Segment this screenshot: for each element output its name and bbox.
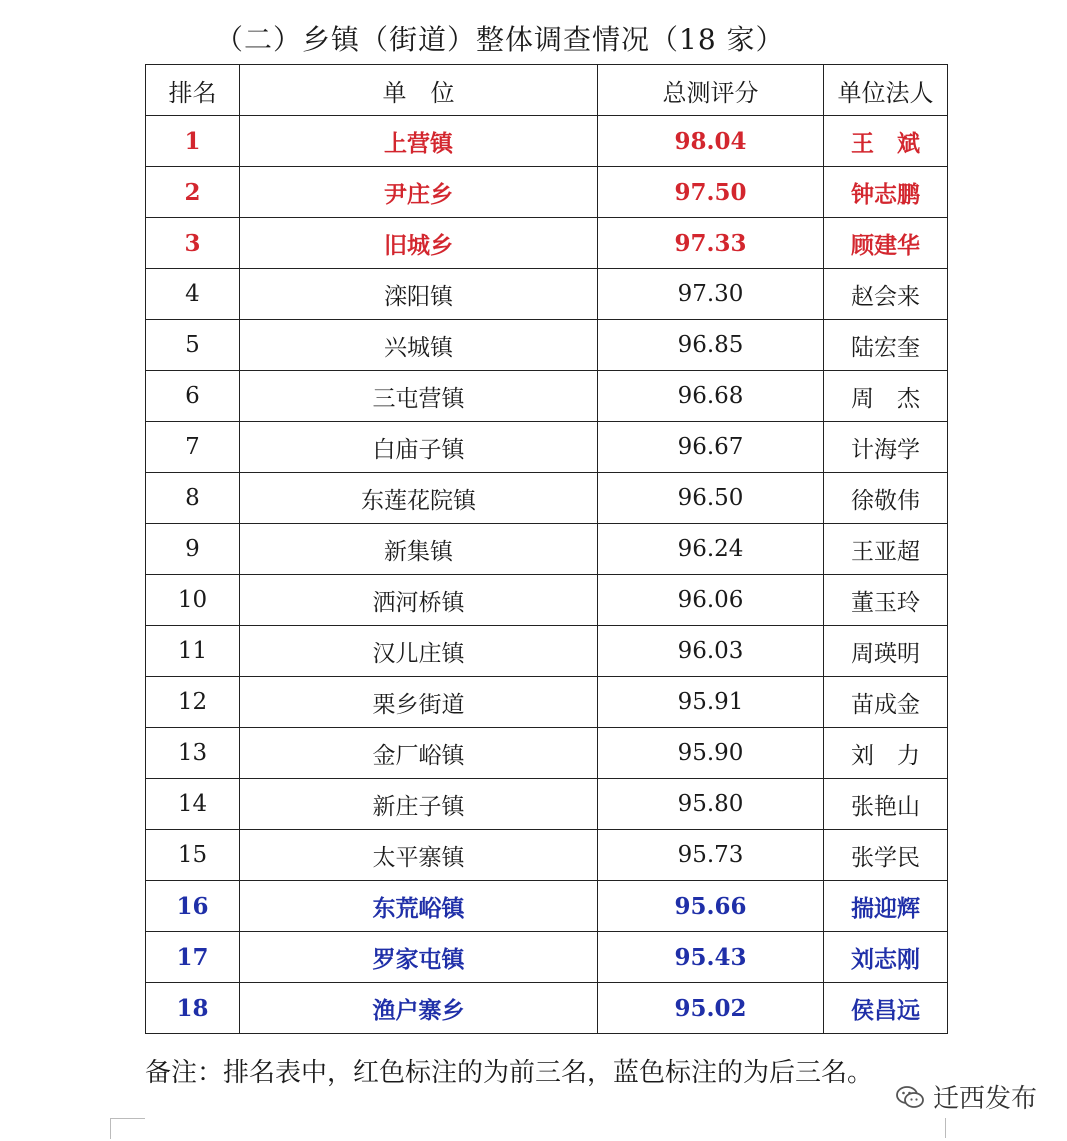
unit-cell: 渔户寨乡	[240, 983, 598, 1034]
score-cell: 96.85	[598, 320, 824, 371]
legal-person-cell: 侯昌远	[824, 983, 948, 1034]
table-row	[146, 473, 948, 524]
table-row	[146, 575, 948, 626]
score-cell: 96.03	[598, 626, 824, 677]
legal-person-cell: 周 杰	[824, 371, 948, 422]
legal-person-cell: 周瑛明	[824, 626, 948, 677]
score-cell: 95.91	[598, 677, 824, 728]
unit-cell: 新集镇	[240, 524, 598, 575]
rank-cell: 16	[146, 881, 240, 932]
rank-cell: 14	[146, 779, 240, 830]
watermark-text: 迁西发布	[933, 1084, 1038, 1114]
score-cell: 98.04	[598, 116, 824, 167]
unit-cell: 新庄子镇	[240, 779, 598, 830]
table-row	[146, 626, 948, 677]
table-row	[146, 728, 948, 779]
legal-person-cell: 计海学	[824, 422, 948, 473]
unit-cell: 汉儿庄镇	[240, 626, 598, 677]
legal-person-cell: 赵会来	[824, 269, 948, 320]
score-cell: 96.68	[598, 371, 824, 422]
legal-person-cell: 顾建华	[824, 218, 948, 269]
rank-cell: 2	[146, 167, 240, 218]
rank-cell: 17	[146, 932, 240, 983]
score-cell: 96.24	[598, 524, 824, 575]
header-score: 总测评分	[598, 65, 824, 116]
legal-person-cell: 刘志刚	[824, 932, 948, 983]
legal-person-cell: 钟志鹏	[824, 167, 948, 218]
legal-person-cell: 徐敬伟	[824, 473, 948, 524]
rank-cell: 3	[146, 218, 240, 269]
ranking-table	[145, 64, 948, 1034]
unit-cell: 东莲花院镇	[240, 473, 598, 524]
score-cell: 97.33	[598, 218, 824, 269]
rank-cell: 7	[146, 422, 240, 473]
table-header-row	[146, 65, 948, 116]
footnote: 备注：排名表中，红色标注的为前三名，蓝色标注的为后三名。	[145, 1058, 874, 1088]
unit-cell: 太平寨镇	[240, 830, 598, 881]
section-heading: （二）乡镇（街道）整体调查情况（18 家）	[215, 23, 785, 56]
score-cell: 95.73	[598, 830, 824, 881]
rank-cell: 15	[146, 830, 240, 881]
unit-cell: 罗家屯镇	[240, 932, 598, 983]
table-row	[146, 524, 948, 575]
unit-cell: 洒河桥镇	[240, 575, 598, 626]
wechat-icon	[895, 1084, 925, 1110]
unit-cell: 滦阳镇	[240, 269, 598, 320]
legal-person-cell: 刘 力	[824, 728, 948, 779]
rank-cell: 12	[146, 677, 240, 728]
rank-cell: 13	[146, 728, 240, 779]
score-cell: 95.43	[598, 932, 824, 983]
page-corner-mark-left	[110, 1118, 145, 1139]
header-rank: 排名	[146, 65, 240, 116]
table-row	[146, 983, 948, 1034]
watermark	[895, 1078, 1037, 1115]
rank-cell: 1	[146, 116, 240, 167]
rank-cell: 8	[146, 473, 240, 524]
score-cell: 95.80	[598, 779, 824, 830]
unit-cell: 兴城镇	[240, 320, 598, 371]
score-cell: 96.50	[598, 473, 824, 524]
table-body	[146, 116, 948, 1034]
unit-cell: 三屯营镇	[240, 371, 598, 422]
legal-person-cell: 王 斌	[824, 116, 948, 167]
score-cell: 96.67	[598, 422, 824, 473]
unit-cell: 上营镇	[240, 116, 598, 167]
unit-cell: 金厂峪镇	[240, 728, 598, 779]
rank-cell: 9	[146, 524, 240, 575]
table-row	[146, 320, 948, 371]
rank-cell: 18	[146, 983, 240, 1034]
header-unit: 单 位	[240, 65, 598, 116]
legal-person-cell: 张学民	[824, 830, 948, 881]
table-row	[146, 371, 948, 422]
score-cell: 95.90	[598, 728, 824, 779]
table-row	[146, 677, 948, 728]
score-cell: 97.50	[598, 167, 824, 218]
unit-cell: 栗乡街道	[240, 677, 598, 728]
table-row	[146, 881, 948, 932]
unit-cell: 尹庄乡	[240, 167, 598, 218]
table-row	[146, 830, 948, 881]
legal-person-cell: 揣迎辉	[824, 881, 948, 932]
score-cell: 96.06	[598, 575, 824, 626]
table-row	[146, 167, 948, 218]
legal-person-cell: 董玉玲	[824, 575, 948, 626]
score-cell: 97.30	[598, 269, 824, 320]
page-corner-mark-right	[945, 1118, 958, 1138]
legal-person-cell: 陆宏奎	[824, 320, 948, 371]
rank-cell: 10	[146, 575, 240, 626]
table-row	[146, 422, 948, 473]
score-cell: 95.66	[598, 881, 824, 932]
unit-cell: 旧城乡	[240, 218, 598, 269]
header-legal-person: 单位法人	[824, 65, 948, 116]
rank-cell: 6	[146, 371, 240, 422]
unit-cell: 东荒峪镇	[240, 881, 598, 932]
table-row	[146, 116, 948, 167]
table-row	[146, 269, 948, 320]
table-row	[146, 932, 948, 983]
rank-cell: 4	[146, 269, 240, 320]
unit-cell: 白庙子镇	[240, 422, 598, 473]
rank-cell: 5	[146, 320, 240, 371]
table-row	[146, 779, 948, 830]
rank-cell: 11	[146, 626, 240, 677]
table-row	[146, 218, 948, 269]
legal-person-cell: 苗成金	[824, 677, 948, 728]
legal-person-cell: 张艳山	[824, 779, 948, 830]
legal-person-cell: 王亚超	[824, 524, 948, 575]
score-cell: 95.02	[598, 983, 824, 1034]
